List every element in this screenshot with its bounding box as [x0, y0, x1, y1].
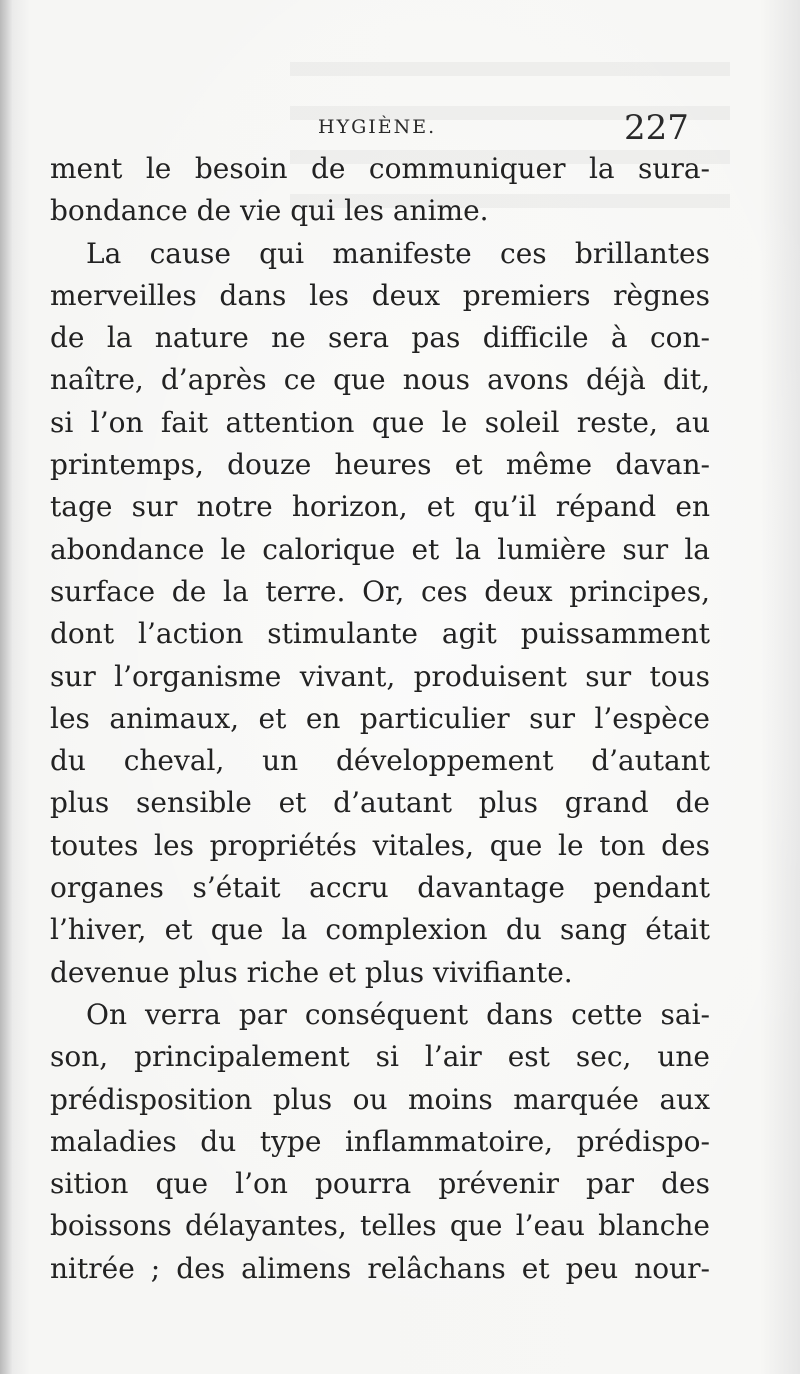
running-head: HYGIÈNE. — [318, 116, 437, 138]
text-line: nitrée ; des alimens relâchans et peu nour- — [50, 1251, 710, 1285]
text-line: La cause qui manifeste ces brillantes — [86, 236, 710, 270]
text-line: bondance de vie qui les anime. — [50, 194, 489, 228]
page-number: 227 — [624, 108, 689, 148]
text-line: surface de la terre. Or, ces deux principes, — [50, 574, 710, 608]
page-gutter-shadow — [0, 0, 12, 1374]
text-line: plus sensible et d’autant plus grand de — [50, 786, 710, 820]
text-line: ment le besoin de communiquer la sura- — [50, 152, 710, 185]
text-line: sition que l’on pourra prévenir par des — [50, 1167, 710, 1201]
text-line: prédisposition plus ou moins marquée aux — [50, 1082, 710, 1116]
body-text — [50, 148, 710, 1290]
text-line: maladies du type inflammatoire, prédispo- — [50, 1124, 710, 1158]
text-line: printemps, douze heures et même davan- — [50, 448, 710, 482]
text-line: son, principalement si l’air est sec, une — [50, 1040, 710, 1074]
text-line: organes s’était accru davantage pendant — [50, 871, 710, 905]
text-line: tage sur notre horizon, et qu’il répand en — [50, 490, 710, 524]
text-line: l’hiver, et que la complexion du sang était — [50, 913, 710, 947]
text-line: On verra par conséquent dans cette sai- — [86, 997, 710, 1031]
text-line: toutes les propriétés vitales, que le ton des — [50, 828, 710, 862]
text-line: sur l’organisme vivant, produisent sur tous — [50, 659, 710, 693]
text-line: les animaux, et en particulier sur l’espèce — [50, 701, 710, 735]
text-line: de la nature ne sera pas difficile à con- — [50, 321, 710, 355]
text-line: du cheval, un développement d’autant — [50, 744, 710, 778]
text-line: devenue plus riche et plus vivifiante. — [50, 955, 573, 989]
text-line: si l’on fait attention que le soleil reste, au — [50, 405, 710, 439]
text-line: dont l’action stimulante agit puissamment — [50, 617, 710, 651]
text-line: merveilles dans les deux premiers règnes — [50, 278, 710, 312]
text-line: abondance le calorique et la lumière sur la — [50, 532, 710, 566]
page-header — [0, 108, 800, 148]
text-line: naître, d’après ce que nous avons déjà dit, — [50, 363, 710, 397]
text-line: boissons délayantes, telles que l’eau blanche — [50, 1209, 710, 1243]
